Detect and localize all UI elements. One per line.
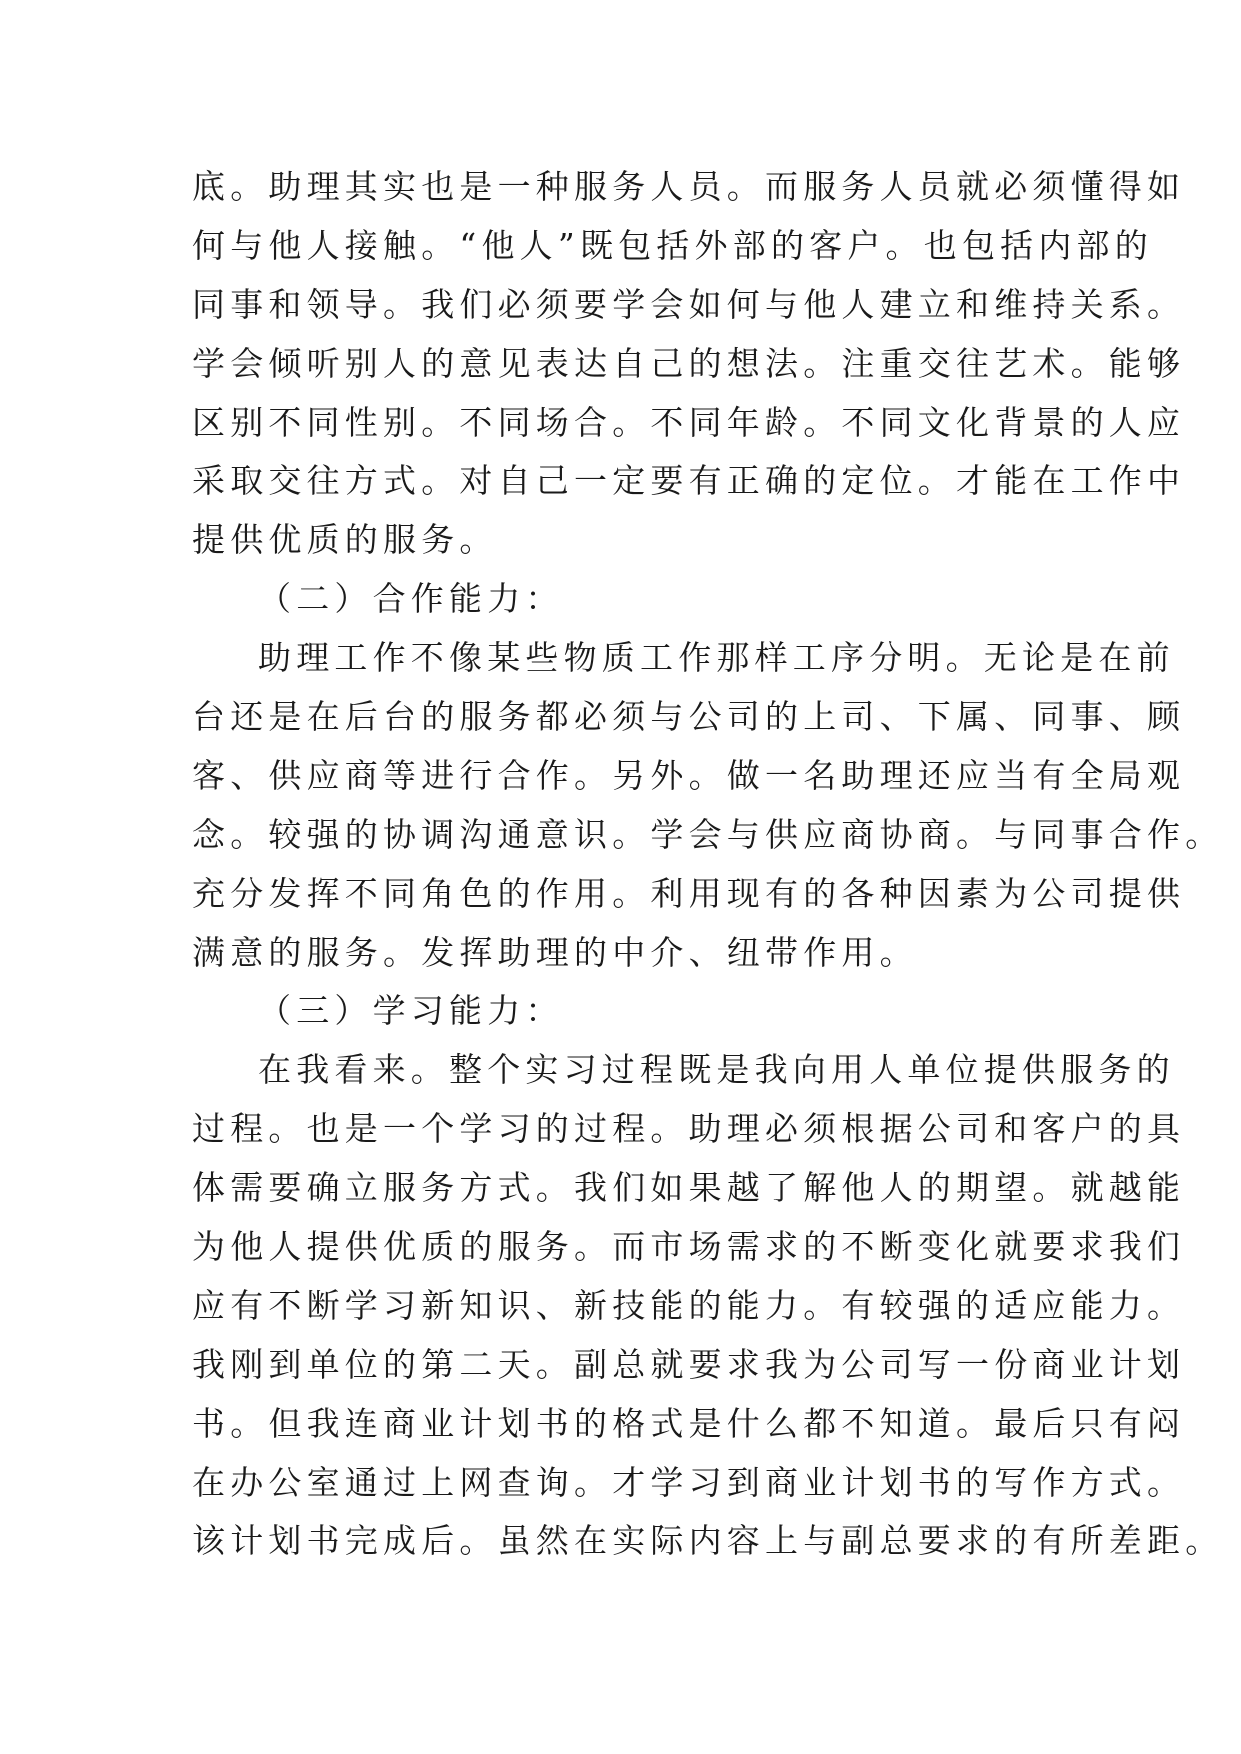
text-line: 底。助理其实也是一种服务人员。而服务人员就必须懂得如: [192, 167, 1186, 206]
section-heading: （二）合作能力：: [258, 579, 564, 619]
text-line: 助理工作不像某些物质工作那样工序分明。无论是在前: [258, 638, 1175, 678]
text-line: 同事和领导。我们必须要学会如何与他人建立和维持关系。: [192, 284, 1186, 324]
text-line: 台还是在后台的服务都必须与公司的上司、下属、同事、顾: [192, 697, 1186, 737]
text-line: 区别不同性别。不同场合。不同年龄。不同文化背景的人应: [192, 402, 1186, 442]
text-line: 满意的服务。发挥助理的中介、纽带作用。: [192, 932, 918, 972]
text-line: 何与他人接触。“他人”既包括外部的客户。也包括内部的: [192, 225, 1153, 265]
text-line: 充分发挥不同角色的作用。利用现有的各种因素为公司提供: [192, 873, 1186, 913]
text-line: 我刚到单位的第二天。副总就要求我为公司写一份商业计划: [192, 1344, 1186, 1384]
text-line: 念。较强的协调沟通意识。学会与供应商协商。与同事合作。: [192, 814, 1224, 854]
text-line: 为他人提供优质的服务。而市场需求的不断变化就要求我们: [192, 1227, 1186, 1267]
text-line: 提供优质的服务。: [192, 520, 498, 560]
text-line: 过程。也是一个学习的过程。助理必须根据公司和客户的具: [192, 1109, 1186, 1149]
section-heading: （三）学习能力：: [258, 991, 564, 1031]
text-line: 书。但我连商业计划书的格式是什么都不知道。最后只有闷: [192, 1403, 1186, 1443]
text-line: 该计划书完成后。虽然在实际内容上与副总要求的有所差距。: [192, 1521, 1224, 1561]
text-line: 学会倾听别人的意见表达自己的想法。注重交往艺术。能够: [192, 343, 1186, 383]
text-line: 客、供应商等进行合作。另外。做一名助理还应当有全局观: [192, 755, 1186, 795]
text-line: 体需要确立服务方式。我们如果越了解他人的期望。就越能: [192, 1168, 1186, 1208]
body-text: [192, 158, 1224, 1571]
text-line: 采取交往方式。对自己一定要有正确的定位。才能在工作中: [192, 461, 1186, 501]
text-line: 应有不断学习新知识、新技能的能力。有较强的适应能力。: [192, 1285, 1186, 1325]
text-line: 在办公室通过上网查询。才学习到商业计划书的写作方式。: [192, 1462, 1186, 1502]
text-line: 在我看来。整个实习过程既是我向用人单位提供服务的: [258, 1050, 1175, 1090]
